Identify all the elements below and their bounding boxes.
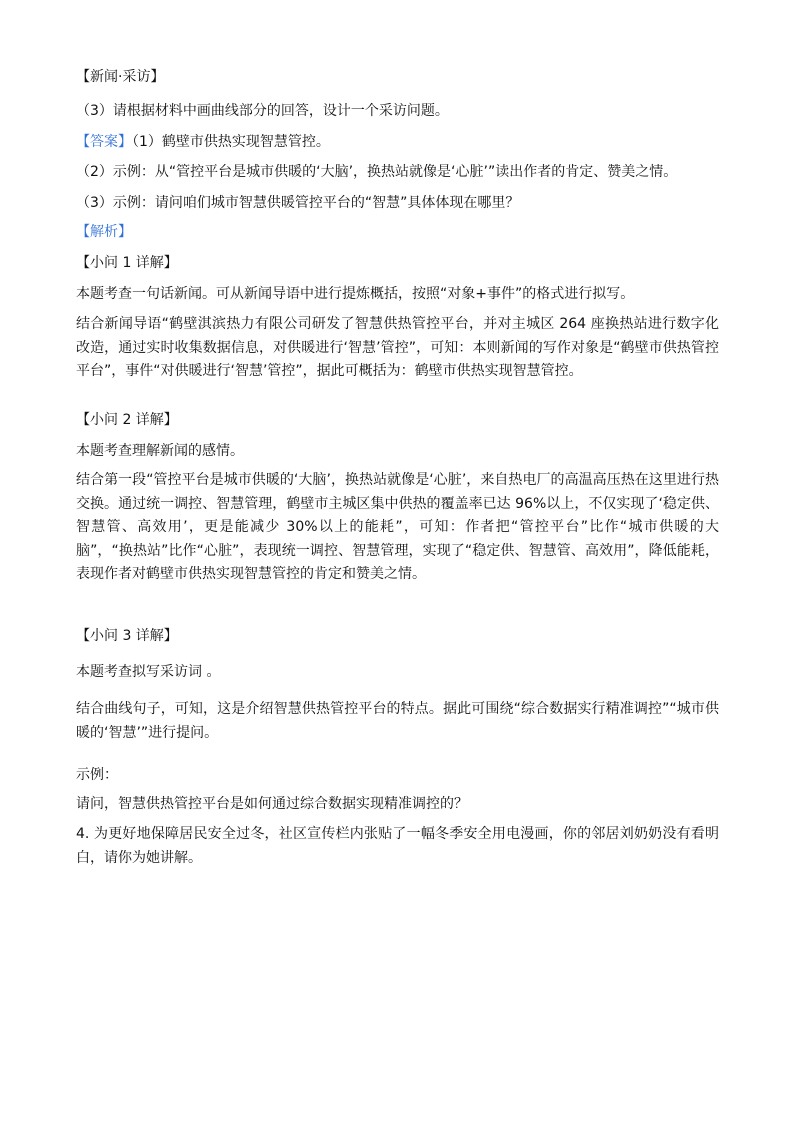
question-3-prompt: （3）请根据材料中画曲线部分的回答，设计一个采访问题。: [76, 103, 449, 119]
subquestion-3-intro: 本题考查拟写采访词 。: [76, 664, 221, 680]
subquestion-3-title: 【小问 3 详解】: [76, 628, 178, 644]
analysis-label: 【解析】: [76, 224, 132, 240]
subquestion-3-explanation: 结合曲线句子，可知，这是介绍智慧供热管控平台的特点。据此可围绕“综合数据实行精准调控”“城市供暖的‘智慧’”进行提问。: [76, 701, 719, 741]
subquestion-3-example: 请问，智慧供热管控平台是如何通过综合数据实现精准调控的？: [76, 796, 468, 812]
subquestion-1-intro: 本题考查一句话新闻。可从新闻导语中进行提炼概括，按照“对象+事件”的格式进行拟写。: [76, 286, 635, 302]
subquestion-2-explanation: 结合第一段“管控平台是城市供暖的‘大脑’，换热站就像是‘心脏’，来自热电厂的高温高压热在这里进行热交换。通过统一调控、智慧管理，鹤壁市主城区集中供热的覆盖率已达 96%以上，不仅实现了‘稳定供、智慧管、高效用’，更是能减少 30%以上的能耗”，可知：作者把“管控平台”比作“城市供暖的大脑”，“换热站”比作“心脏”，表现统一调控、智慧管理，实现了“稳定供、智慧管、高效用”，降低能耗，表现作者对鹤壁市供热实现智慧管控的肯定和赞美之情。: [76, 472, 719, 582]
section-heading-news-interview: 【新闻·采访】: [76, 69, 165, 85]
answer-line-3: （3）示例：请问咱们城市智慧供暖管控平台的“智慧”具体体现在哪里？: [76, 195, 520, 211]
answer-line-1: [76, 132, 726, 152]
subquestion-3-example-label: 示例：: [76, 767, 118, 783]
subquestion-1-title: 【小问 1 详解】: [76, 255, 178, 271]
subquestion-1-explanation: 结合新闻导语“鹤壁淇滨热力有限公司研发了智慧供热管控平台，并对主城区 264 座换热站进行数字化改造，通过实时收集数据信息，对供暖进行‘智慧’管控”，可知：本则新闻的写作对象是“鹤壁市供热管控平台”，事件“对供暖进行‘智慧’管控”，据此可概括为：鹤壁市供热实现智慧管控。: [76, 316, 719, 379]
subquestion-2-intro: 本题考查理解新闻的感情。: [76, 443, 244, 459]
answer-line-2: （2）示例：从“管控平台是城市供暖的‘大脑’，换热站就像是‘心脏’”读出作者的肯定、赞美之情。: [76, 164, 678, 180]
question-4-prompt: 4. 为更好地保障居民安全过冬，社区宣传栏内张贴了一幅冬季安全用电漫画，你的邻居刘奶奶没有看明白，请你为她讲解。: [76, 826, 719, 866]
answer-label: 【答案】: [76, 134, 132, 150]
answer-1-text: （1）鹤壁市供热实现智慧管控。: [132, 134, 330, 150]
subquestion-2-title: 【小问 2 详解】: [76, 412, 178, 428]
